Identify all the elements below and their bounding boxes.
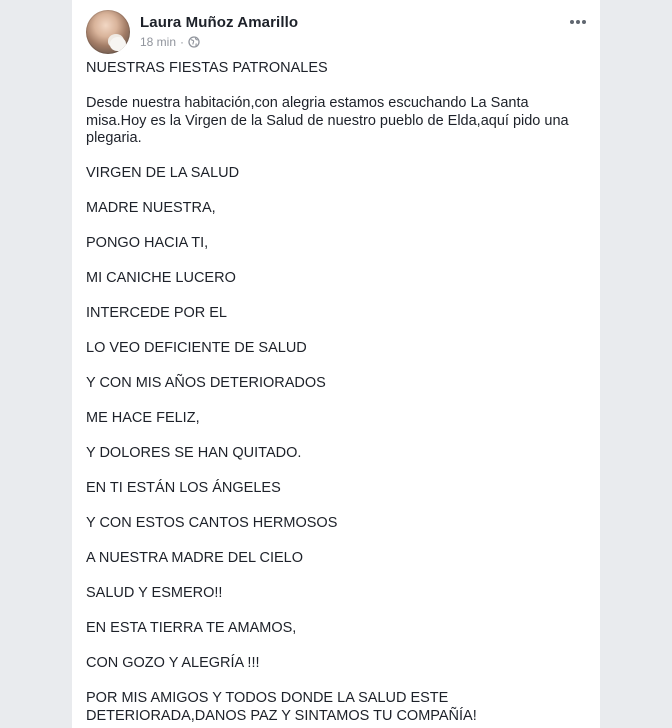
post-header xyxy=(86,10,590,56)
post-paragraph: MI CANICHE LUCERO xyxy=(86,270,236,286)
post-paragraph: CON GOZO Y ALEGRÍA !!! xyxy=(86,655,260,671)
post-paragraph: VIRGEN DE LA SALUD xyxy=(86,165,240,181)
post-meta xyxy=(140,35,200,49)
post-paragraph: MADRE NUESTRA, xyxy=(86,200,216,216)
post-paragraph-intro: Desde nuestra habitación,con alegria estamos escuchando La Santa misa.Hoy es la Virgen de la Salud de nuestro pueblo de Elda,aquí pido una plegaria. xyxy=(86,95,569,146)
post-body xyxy=(86,60,586,728)
post-paragraph-title: NUESTRAS FIESTAS PATRONALES xyxy=(86,60,328,76)
post-paragraph-closing: POR MIS AMIGOS Y TODOS DONDE LA SALUD ESTE DETERIORADA,DANOS PAZ Y SINTAMOS TU COMPAÑÍA! xyxy=(86,690,477,724)
dot-icon xyxy=(582,20,586,24)
post-paragraph: Y DOLORES SE HAN QUITADO. xyxy=(86,445,302,461)
post-paragraph: SALUD Y ESMERO!! xyxy=(86,585,223,601)
post-paragraph: Y CON ESTOS CANTOS HERMOSOS xyxy=(86,515,338,531)
post-paragraph: A NUESTRA MADRE DEL CIELO xyxy=(86,550,304,566)
post-paragraph: Y CON MIS AÑOS DETERIORADOS xyxy=(86,375,326,391)
post-card xyxy=(72,0,600,728)
post-paragraph: EN ESTA TIERRA TE AMAMOS, xyxy=(86,620,297,636)
post-time[interactable]: 18 min xyxy=(140,35,177,49)
avatar-photo xyxy=(110,37,126,51)
post-paragraph: INTERCEDE POR EL xyxy=(86,305,227,321)
author-name[interactable]: Laura Muñoz Amarillo xyxy=(140,14,299,31)
globe-icon[interactable] xyxy=(188,36,200,48)
post-paragraph: ME HACE FELIZ, xyxy=(86,410,200,426)
more-options-icon[interactable] xyxy=(566,14,590,30)
author-avatar[interactable] xyxy=(86,10,130,54)
post-paragraph: LO VEO DEFICIENTE DE SALUD xyxy=(86,340,307,356)
dot-icon xyxy=(576,20,580,24)
meta-separator: · xyxy=(180,35,185,49)
post-paragraph: PONGO HACIA TI, xyxy=(86,235,209,251)
dot-icon xyxy=(570,20,574,24)
post-paragraph: EN TI ESTÁN LOS ÁNGELES xyxy=(86,480,281,496)
